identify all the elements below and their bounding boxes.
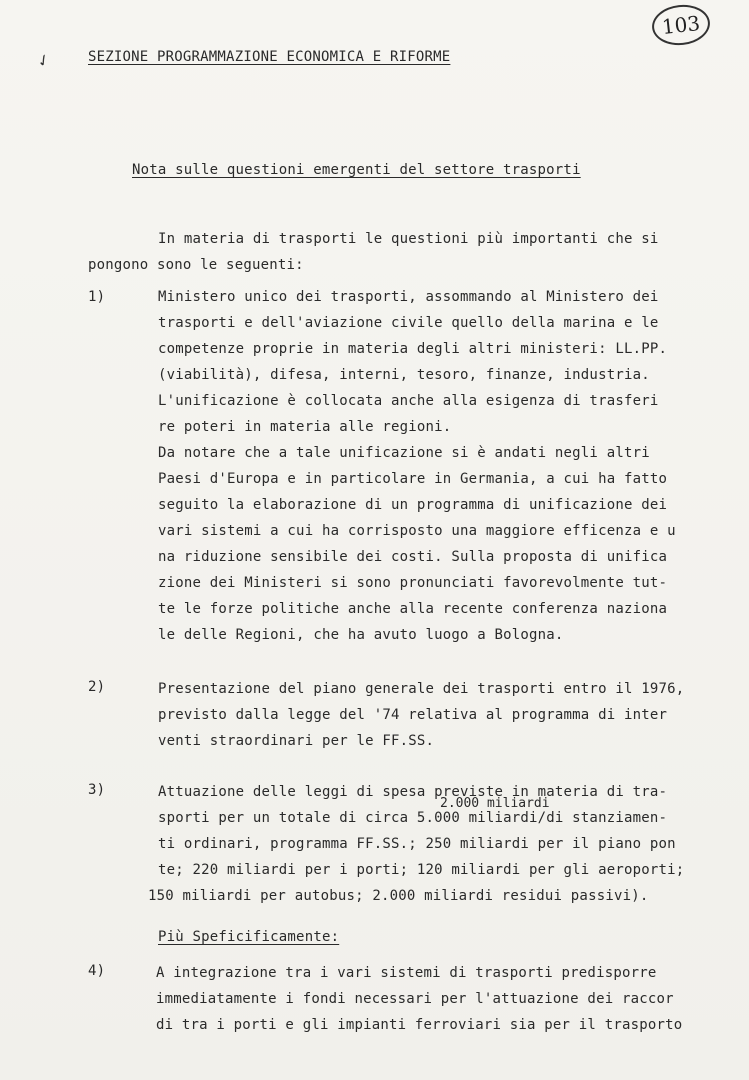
text-line: seguito la elaborazione di un programma di unificazione dei bbox=[158, 497, 668, 513]
section-header: SEZIONE PROGRAMMAZIONE ECONOMICA E RIFORME bbox=[88, 49, 451, 65]
text-line: Presentazione del piano generale dei trasporti entro il 1976, bbox=[158, 681, 685, 697]
item-number: 3) bbox=[88, 782, 106, 798]
text-line: 150 miliardi per autobus; 2.000 miliardi residui passivi). bbox=[148, 888, 649, 904]
text-line: previsto dalla legge del '74 relativa al programma di inter bbox=[158, 707, 668, 723]
check-mark-icon: ✓ bbox=[33, 48, 54, 73]
text-line: sporti per un totale di circa 5.000 miliardi/di stanziamen- bbox=[158, 810, 668, 826]
text-line: immediatamente i fondi necessari per l'attuazione dei raccor bbox=[156, 991, 674, 1007]
subheading: Più Speficificamente: bbox=[158, 929, 340, 945]
item-number: 1) bbox=[88, 289, 106, 305]
text-line: (viabilità), difesa, interni, tesoro, finanze, industria. bbox=[158, 367, 650, 383]
text-line: ti ordinari, programma FF.SS.; 250 miliardi per il piano pon bbox=[158, 836, 676, 852]
text-line: Ministero unico dei trasporti, assommando al Ministero dei bbox=[158, 289, 659, 305]
text-line: A integrazione tra i vari sistemi di trasporti predisporre bbox=[156, 965, 657, 981]
text-line: venti straordinari per le FF.SS. bbox=[158, 733, 435, 749]
text-line: Attuazione delle leggi di spesa previste in materia di tra- bbox=[158, 784, 668, 800]
document-title: Nota sulle questioni emergenti del settore trasporti bbox=[132, 162, 581, 178]
page-number-stamp: 103 bbox=[650, 2, 712, 48]
item-number: 4) bbox=[88, 963, 106, 979]
text-line: Da notare che a tale unificazione si è andati negli altri bbox=[158, 445, 650, 461]
text-line: vari sistemi a cui ha corrisposto una maggiore efficenza e u bbox=[158, 523, 676, 539]
text-line: Paesi d'Europa e in particolare in Germania, a cui ha fatto bbox=[158, 471, 668, 487]
text-line: te le forze politiche anche alla recente conferenza naziona bbox=[158, 601, 668, 617]
handwritten-insert: 2.000 miliardi bbox=[440, 796, 550, 811]
intro-line: pongono sono le seguenti: bbox=[88, 257, 304, 273]
text-line: trasporti e dell'aviazione civile quello della marina e le bbox=[158, 315, 659, 331]
item-number: 2) bbox=[88, 679, 106, 695]
text-line: na riduzione sensibile dei costi. Sulla proposta di unifica bbox=[158, 549, 668, 565]
text-line: di tra i porti e gli impianti ferroviari sia per il trasporto bbox=[156, 1017, 683, 1033]
text-line: te; 220 miliardi per i porti; 120 miliardi per gli aeroporti; bbox=[158, 862, 685, 878]
intro-line: In materia di trasporti le questioni più importanti che si bbox=[158, 231, 659, 247]
text-line: L'unificazione è collocata anche alla esigenza di trasferi bbox=[158, 393, 659, 409]
text-line: re poteri in materia alle regioni. bbox=[158, 419, 452, 435]
text-line: competenze proprie in materia degli altri ministeri: LL.PP. bbox=[158, 341, 668, 357]
text-line: le delle Regioni, che ha avuto luogo a Bologna. bbox=[158, 627, 564, 643]
text-line: zione dei Ministeri si sono pronunciati favorevolmente tut- bbox=[158, 575, 668, 591]
